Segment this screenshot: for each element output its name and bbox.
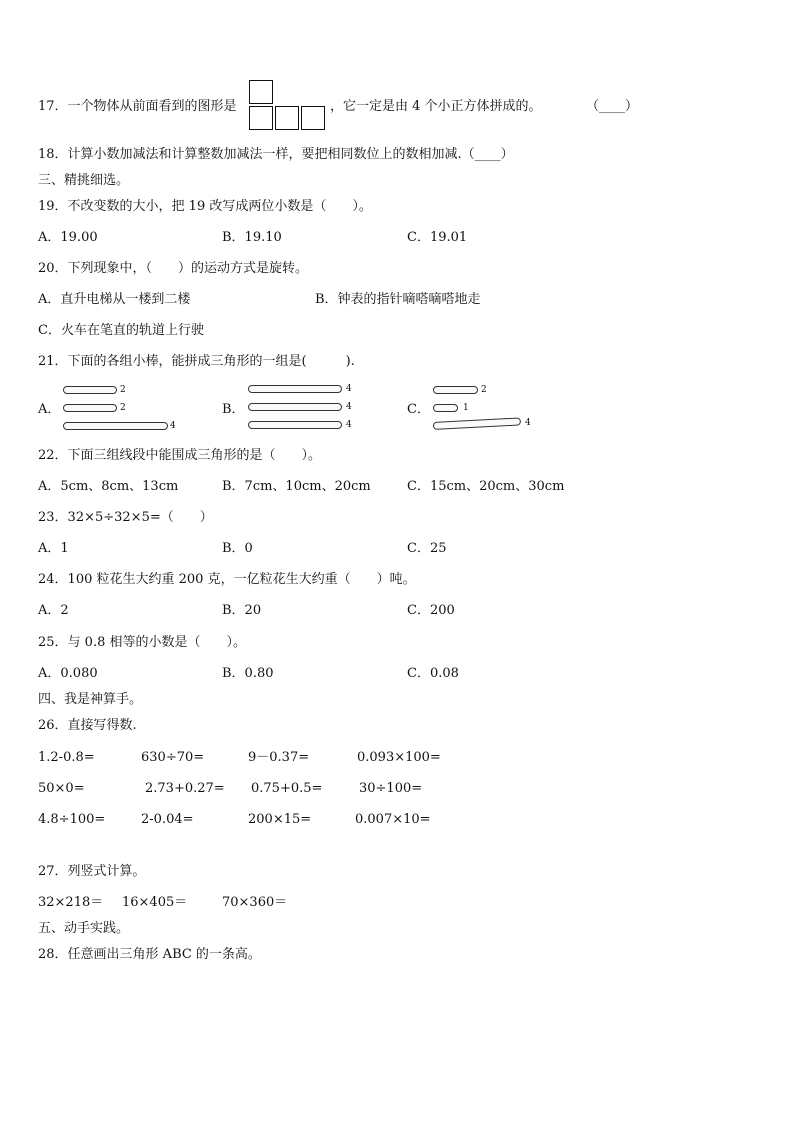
calc-item: 0.007×10= xyxy=(355,812,431,827)
q22-stem: 22．下面三组线段中能围成三角形的是（ ）。 xyxy=(38,448,322,463)
calc-item: 200×15= xyxy=(248,812,312,827)
calc-item: 2.73+0.27= xyxy=(145,781,225,796)
stick-c1-label: 2 xyxy=(481,385,487,395)
stick-c1 xyxy=(433,386,478,394)
section-3-heading: 三、精挑细选。 xyxy=(38,173,130,188)
stick-b2-label: 4 xyxy=(346,402,352,412)
stick-b3 xyxy=(248,421,342,429)
q22-option-c: C．15cm、20cm、30cm xyxy=(407,479,565,494)
calc-item: 630÷70= xyxy=(141,750,205,765)
q20-stem: 20．下列现象中，（ ）的运动方式是旋转。 xyxy=(38,261,309,276)
vertical-calc-item: 32×218＝ xyxy=(38,895,104,910)
calc-item: 1.2-0.8= xyxy=(38,750,95,765)
q23-option-a: A．1 xyxy=(38,541,69,556)
q19-option-a: A．19.00 xyxy=(38,230,98,245)
q17-line xyxy=(38,98,237,116)
stick-b1 xyxy=(248,385,342,393)
q17-text-a: 17．一个物体从前面看到的图形是 xyxy=(38,99,237,114)
q23-stem: 23．32×5÷32×5=（ ） xyxy=(38,510,213,525)
q20-option-b: B．钟表的指针嘀嗒嘀嗒地走 xyxy=(315,292,481,307)
q24-option-c: C．200 xyxy=(407,603,455,618)
q20-option-a: A．直升电梯从一楼到二楼 xyxy=(38,292,191,307)
q23-option-c: C．25 xyxy=(407,541,447,556)
q19-stem: 19．不改变数的大小，把 19 改写成两位小数是（ ）。 xyxy=(38,199,372,214)
q27-stem: 27．列竖式计算。 xyxy=(38,864,146,879)
q21-option-c: C． xyxy=(407,402,430,417)
stick-a2 xyxy=(63,404,117,412)
stick-c3-label: 4 xyxy=(525,418,531,428)
calc-item: 50×0= xyxy=(38,781,85,796)
stick-c2 xyxy=(433,404,458,412)
section-5-heading: 五、动手实践。 xyxy=(38,921,130,936)
q22-option-a: A．5cm、8cm、13cm xyxy=(38,479,179,494)
q25-option-a: A．0.080 xyxy=(38,666,98,681)
q23-option-b: B．0 xyxy=(222,541,253,556)
stick-a2-label: 2 xyxy=(120,403,126,413)
calc-item: 0.75+0.5= xyxy=(251,781,323,796)
q18-text: 18．计算小数加减法和计算整数加减法一样，要把相同数位上的数相加减.（____） xyxy=(38,147,514,162)
q26-stem: 26．直接写得数. xyxy=(38,718,137,733)
q25-stem: 25．与 0.8 相等的小数是（ ）。 xyxy=(38,635,246,650)
q19-option-b: B．19.10 xyxy=(222,230,282,245)
section-4-heading: 四、我是神算手。 xyxy=(38,692,143,707)
q19-option-c: C．19.01 xyxy=(407,230,468,245)
stick-a1 xyxy=(63,386,117,394)
stick-a1-label: 2 xyxy=(120,385,126,395)
q17-text-b: ，它一定是由 4 个小正方体拼成的。 xyxy=(330,99,542,114)
vertical-calc-item: 16×405＝ xyxy=(122,895,188,910)
calc-item: 30÷100= xyxy=(359,781,423,796)
stick-b2 xyxy=(248,403,342,411)
q21-stem: 21．下面的各组小棒，能拼成三角形的一组是( ). xyxy=(38,354,355,369)
stick-b3-label: 4 xyxy=(346,420,352,430)
q21-option-b: B． xyxy=(222,402,245,417)
q20-option-c: C．火车在笔直的轨道上行驶 xyxy=(38,323,204,338)
q25-option-c: C．0.08 xyxy=(407,666,459,681)
q24-option-b: B．20 xyxy=(222,603,262,618)
stick-a3-label: 4 xyxy=(170,421,176,431)
q17-front-view-figure xyxy=(249,80,329,132)
calc-item: 2-0.04= xyxy=(141,812,194,827)
q17-answer-paren: （____） xyxy=(586,99,639,114)
stick-c3 xyxy=(433,417,521,430)
q25-option-b: B．0.80 xyxy=(222,666,274,681)
vertical-calc-item: 70×360＝ xyxy=(222,895,288,910)
q22-option-b: B．7cm、10cm、20cm xyxy=(222,479,371,494)
stick-b1-label: 4 xyxy=(346,384,352,394)
q24-option-a: A．2 xyxy=(38,603,69,618)
q24-stem: 24．100 粒花生大约重 200 克，一亿粒花生大约重（ ）吨。 xyxy=(38,572,416,587)
q21-option-a: A． xyxy=(38,402,61,417)
calc-item: 9－0.37= xyxy=(248,750,310,765)
calc-item: 4.8÷100= xyxy=(38,812,106,827)
stick-a3 xyxy=(63,422,168,430)
q28-stem: 28．任意画出三角形 ABC 的一条高。 xyxy=(38,947,261,962)
calc-item: 0.093×100= xyxy=(357,750,441,765)
stick-c2-label: 1 xyxy=(463,403,469,413)
